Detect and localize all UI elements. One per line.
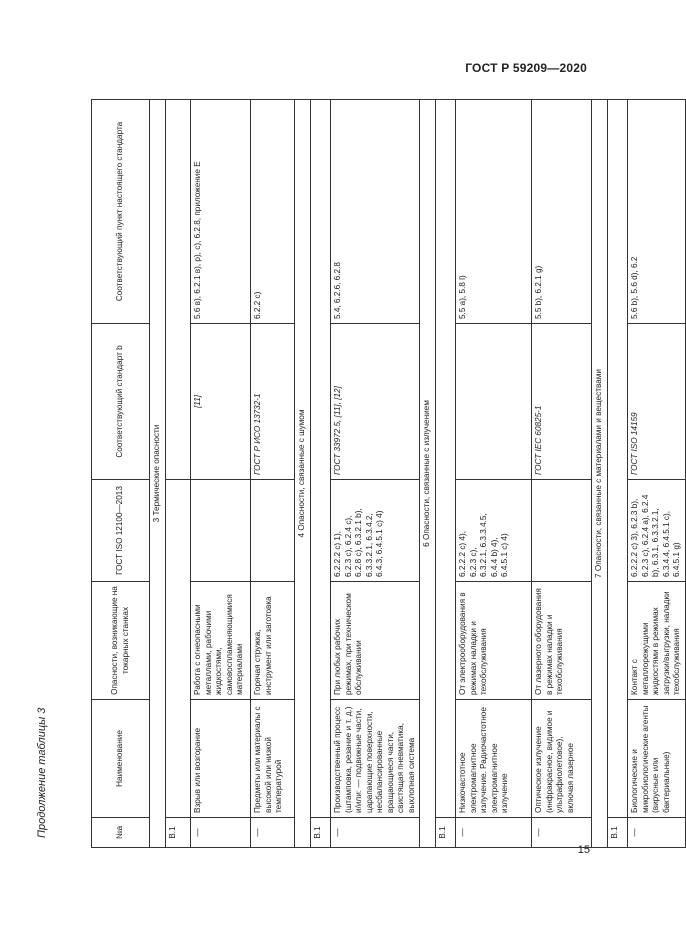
row-number: —	[251, 818, 295, 848]
section-row	[150, 100, 166, 848]
table-row	[311, 100, 331, 848]
col-header-clause: Соответствующий пункт настоящего стандарта	[92, 100, 150, 324]
hazard-name: Предметы или материалы с высокой или низкой температурой	[251, 700, 295, 818]
header-row	[92, 100, 150, 848]
section-title: 3 Термические опасности	[150, 100, 166, 848]
table-row	[456, 100, 532, 848]
related-standard: ГОСТ ISO 14159	[628, 324, 686, 480]
empty-cell	[166, 100, 191, 480]
hazard-name: Биологические и микробиологические агенты (вирусные или бактериальные)	[628, 700, 686, 818]
iso-reference: 6.2.2.2 с) 1), 6.2.3 с), 6.2.4 с), 6.2.8 с), 6.3.2.1 b), 6.3.3.2.1, 6.3.4.2, 6.4.3, 6.4.5.1 с) 4)	[331, 480, 420, 582]
row-number: В.1	[311, 818, 331, 848]
clause-reference: 5.6 в), 6.2.1 в), р), с), 6.2.8, приложение Е	[191, 100, 251, 324]
row-number: —	[191, 818, 251, 848]
col-header-number: №a	[92, 818, 150, 848]
table-row	[331, 100, 420, 848]
table-row	[608, 100, 628, 848]
related-standard: ГОСТ Р ИСО 13732-1	[251, 324, 295, 480]
row-number: —	[628, 818, 686, 848]
empty-cell	[436, 100, 456, 818]
iso-reference	[251, 480, 295, 582]
iso-reference	[532, 480, 592, 582]
hazard-table	[91, 99, 686, 848]
col-header-iso: ГОСТ ISO 12100—2013	[92, 480, 150, 582]
col-header-hazard: Опасности, возникающие на токарных станках	[92, 582, 150, 700]
table-caption: Продолжение таблицы 3	[36, 707, 48, 838]
row-number: —	[331, 818, 420, 848]
section-title: 7 Опасности, связанные с материалами и веществами	[592, 100, 608, 848]
related-standard	[456, 324, 532, 480]
hazard-name: Взрыв или возгорание	[191, 700, 251, 818]
row-number: —	[456, 818, 532, 848]
related-standard: ГОСТ 33972.5, [11], [12]	[331, 324, 420, 480]
table-row	[251, 100, 295, 848]
hazard-name: Производственный процесс (штамповка, резание и т. д.) и/или: — подвижные части, царапающие поверхности, несбалансированные вращающиеся части, свистящая пневматика, выхлопная система	[331, 700, 420, 818]
page-number: 15	[577, 844, 590, 856]
rotated-table-container	[91, 100, 681, 848]
clause-reference: 6.2.2 с)	[251, 100, 295, 324]
hazard-source: Горячая стружка, инструмент или заготовка	[251, 582, 295, 700]
iso-reference	[191, 480, 251, 582]
row-number: В.1	[166, 818, 191, 848]
col-header-name: Наименование	[92, 700, 150, 818]
hazard-source: Работа с огнеопасными металлами, рабочими жидкостями, самовоспламеняющимися материалами	[191, 582, 251, 700]
hazard-source: От лазерного оборудования в режимах наладки и техобслуживания	[532, 582, 592, 700]
hazard-source: При любых рабочих режимах, при техническом обслуживании	[331, 582, 420, 700]
clause-reference: 5.4, 6.2.6, 6.2.8	[331, 100, 420, 324]
empty-cell	[311, 100, 331, 818]
related-standard: ГОСТ IEC 60825-1	[532, 324, 592, 480]
row-number: В.1	[436, 818, 456, 848]
col-header-standard: Соответствующий стандарт b	[92, 324, 150, 480]
clause-reference: 5.5 а), 5.8 l)	[456, 100, 532, 324]
section-title: 4 Опасности, связанные с шумом	[295, 100, 311, 848]
section-title: 6 Опасности, связанные с излучением	[420, 100, 436, 848]
iso-reference: 6.2.2.2 с) 4), 6.2.3 с), 6.3.2.1, 6.3.3.4.5, 6.4.4 b) 4), 6.4.5.1 с) 4)	[456, 480, 532, 582]
empty-cell	[166, 480, 191, 818]
empty-cell	[608, 100, 628, 818]
section-row	[420, 100, 436, 848]
hazard-source: Контакт с металлорежущими жидкостями в режимах загрузки/выгрузки, наладки техобслуживания	[628, 582, 686, 700]
table-row	[166, 100, 191, 848]
related-standard: [11]	[191, 324, 251, 480]
table-row	[436, 100, 456, 848]
standard-header: ГОСТ Р 59209—2020	[465, 61, 587, 75]
table-row	[628, 100, 686, 848]
clause-reference: 5.6 b), 5.6 d), 6.2	[628, 100, 686, 324]
hazard-name: Оптическое излучение (инфракрасное, видимое и ультрафиолетовое), включая лазерное	[532, 700, 592, 818]
hazard-source: От электрооборудования в режимах наладки и техобслуживания	[456, 582, 532, 700]
iso-reference: 6.2.2.2 с) 3), 6.2.3 b), 6.2.3 с), 6.2.4 а), 6.2.4 b), 6.3.1, 6.3.3.2.1, 6.3.4.4, 6.4.5.1 с), 6.4.5.1 g)	[628, 480, 686, 582]
section-row	[592, 100, 608, 848]
section-row	[295, 100, 311, 848]
row-number: —	[532, 818, 592, 848]
hazard-name: Низкочастотное электромагнитное излучение. Радиочастотное электромагнитное излучение	[456, 700, 532, 818]
clause-reference: 5.5 b), 6.2.1 g)	[532, 100, 592, 324]
table-row	[191, 100, 251, 848]
table-row	[532, 100, 592, 848]
row-number: В.1	[608, 818, 628, 848]
